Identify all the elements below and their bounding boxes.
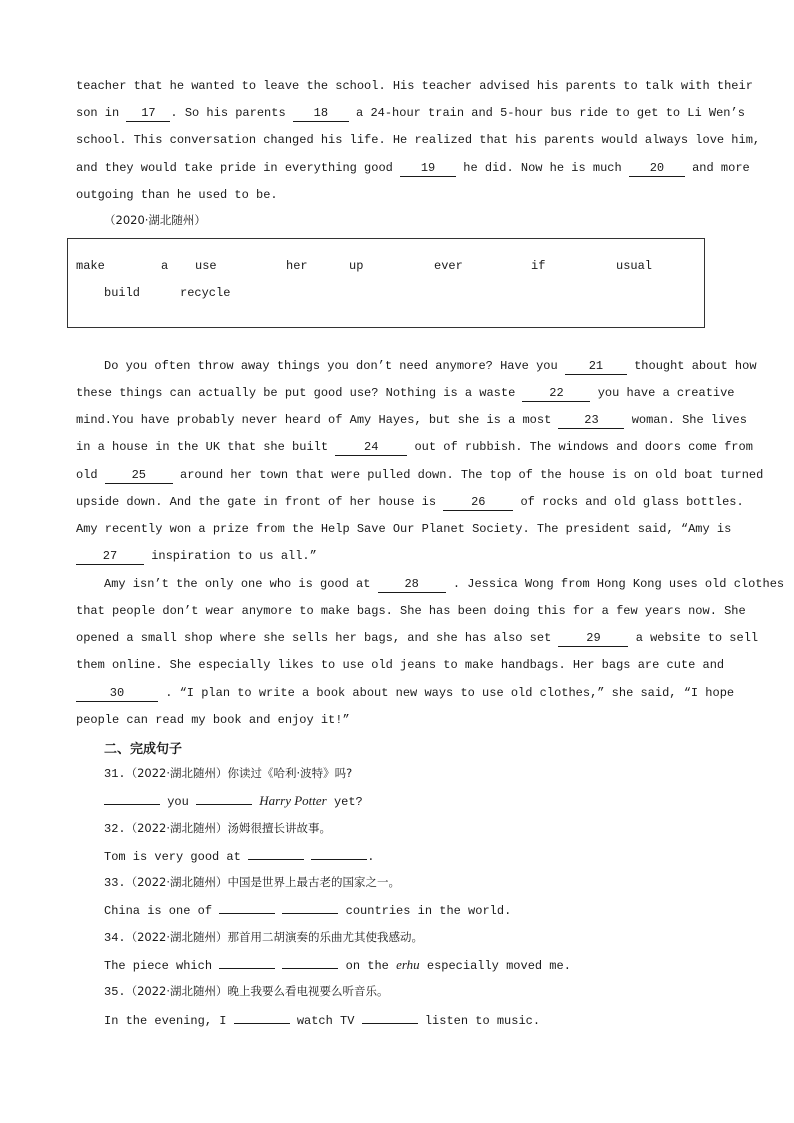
question-35: 35.（2022·湖北随州）晚上我要么看电视要么听音乐。 xyxy=(104,984,389,999)
answer-line-35: In the evening, I watch TV listen to music. xyxy=(104,1011,540,1028)
blank-24[interactable]: 24 xyxy=(335,441,407,456)
blank-18[interactable]: 18 xyxy=(293,107,349,122)
blank-23[interactable]: 23 xyxy=(558,414,624,429)
word-bank-item: if xyxy=(531,259,546,273)
word-bank-item: build xyxy=(104,286,141,300)
answer-line-34: The piece which on the erhu especially moved me. xyxy=(104,957,571,973)
answer-line-31: you Harry Potter yet? xyxy=(104,792,363,809)
blank-26[interactable]: 26 xyxy=(443,496,513,511)
passage1-line-4: and they would take pride in everything good 19 he did. Now he is much 20 and more xyxy=(76,161,750,175)
section-title: 二、完成句子 xyxy=(104,742,183,757)
blank-28[interactable]: 28 xyxy=(378,578,446,593)
word-bank-item: ever xyxy=(434,259,463,273)
passage1-line-2: son in 17 . So his parents 18 a 24-hour train and 5-hour bus ride to get to Li Wen’s xyxy=(76,106,745,120)
passage1-line-3: school. This conversation changed his life. He realized that his parents would always love him, xyxy=(76,133,761,147)
question-34: 34.（2022·湖北随州）那首用二胡演奏的乐曲尤其使我感动。 xyxy=(104,930,424,945)
passage2-line-7: Amy recently won a prize from the Help Save Our Planet Society. The president said, “Amy is xyxy=(76,522,732,536)
answer-blank[interactable] xyxy=(196,792,252,805)
passage2-line-13: 30 . “I plan to write a book about new ways to use old clothes,” she said, “I hope xyxy=(76,685,721,701)
question-31: 31.（2022·湖北随州）你读过《哈利·波特》吗? xyxy=(104,766,353,781)
word-bank-box xyxy=(67,238,705,328)
passage2-line-9: Amy isn’t the only one who is good at 28 . Jessica Wong from Hong Kong uses old clothes xyxy=(104,577,785,591)
word-bank-item: use xyxy=(195,259,217,273)
passage2-line-8: 27 inspiration to us all.” xyxy=(76,548,721,564)
passage2-line-4: in a house in the UK that she built 24 out of rubbish. The windows and doors come from xyxy=(76,440,753,454)
blank-17[interactable]: 17 xyxy=(126,107,170,122)
word-bank-item: up xyxy=(349,259,364,273)
passage1-line-5: outgoing than he used to be. xyxy=(76,188,278,202)
blank-25[interactable]: 25 xyxy=(105,469,173,484)
blank-19[interactable]: 19 xyxy=(400,162,456,177)
passage2-line-1: Do you often throw away things you don’t need anymore? Have you 21 thought about how xyxy=(104,359,757,373)
passage2-line-2: these things can actually be put good use? Nothing is a waste 22 you have a creative xyxy=(76,386,735,400)
passage2-line-12: them online. She especially likes to use old jeans to make handbags. Her bags are cute and xyxy=(76,658,725,672)
blank-20[interactable]: 20 xyxy=(629,162,685,177)
answer-blank[interactable] xyxy=(248,847,304,860)
passage2-line-3: mind.You have probably never heard of Amy Hayes, but she is a most 23 woman. She lives xyxy=(76,413,747,427)
answer-line-32: Tom is very good at . xyxy=(104,847,374,864)
blank-22[interactable]: 22 xyxy=(522,387,590,402)
question-32: 32.（2022·湖北随州）汤姆很擅长讲故事。 xyxy=(104,821,332,836)
word-bank-item: a xyxy=(161,259,169,273)
passage2-line-6: upside down. And the gate in front of her house is 26 of rocks and old glass bottles. xyxy=(76,495,744,509)
word-bank-item: recycle xyxy=(180,286,231,300)
passage2-line-10: that people don’t wear anymore to make bags. She has been doing this for a few years now. She xyxy=(76,604,746,618)
passage2-line-14: people can read my book and enjoy it!” xyxy=(76,713,350,727)
answer-blank[interactable] xyxy=(282,901,338,914)
answer-blank[interactable] xyxy=(219,901,275,914)
answer-blank[interactable] xyxy=(282,956,338,969)
passage2-line-11: opened a small shop where she sells her bags, and she has also set 29 a website to sell xyxy=(76,631,759,645)
question-33: 33.（2022·湖北随州）中国是世界上最古老的国家之一。 xyxy=(104,875,401,890)
source-label: （2020·湖北随州） xyxy=(104,213,206,227)
answer-blank[interactable] xyxy=(104,792,160,805)
answer-blank[interactable] xyxy=(219,956,275,969)
blank-29[interactable]: 29 xyxy=(558,632,628,647)
word-bank-item: usual xyxy=(616,259,653,273)
passage2-line-5: old 25 around her town that were pulled down. The top of the house is on old boat turned xyxy=(76,468,764,482)
answer-blank[interactable] xyxy=(362,1011,418,1024)
passage1-line-1: teacher that he wanted to leave the school. His teacher advised his parents to talk with their xyxy=(76,79,753,93)
answer-line-33: China is one of countries in the world. xyxy=(104,901,511,918)
blank-30[interactable]: 30 xyxy=(76,687,158,702)
answer-blank[interactable] xyxy=(311,847,367,860)
blank-27[interactable]: 27 xyxy=(76,550,144,565)
word-bank-item: her xyxy=(286,259,308,273)
word-bank-item: make xyxy=(76,259,105,273)
blank-21[interactable]: 21 xyxy=(565,360,627,375)
answer-blank[interactable] xyxy=(234,1011,290,1024)
